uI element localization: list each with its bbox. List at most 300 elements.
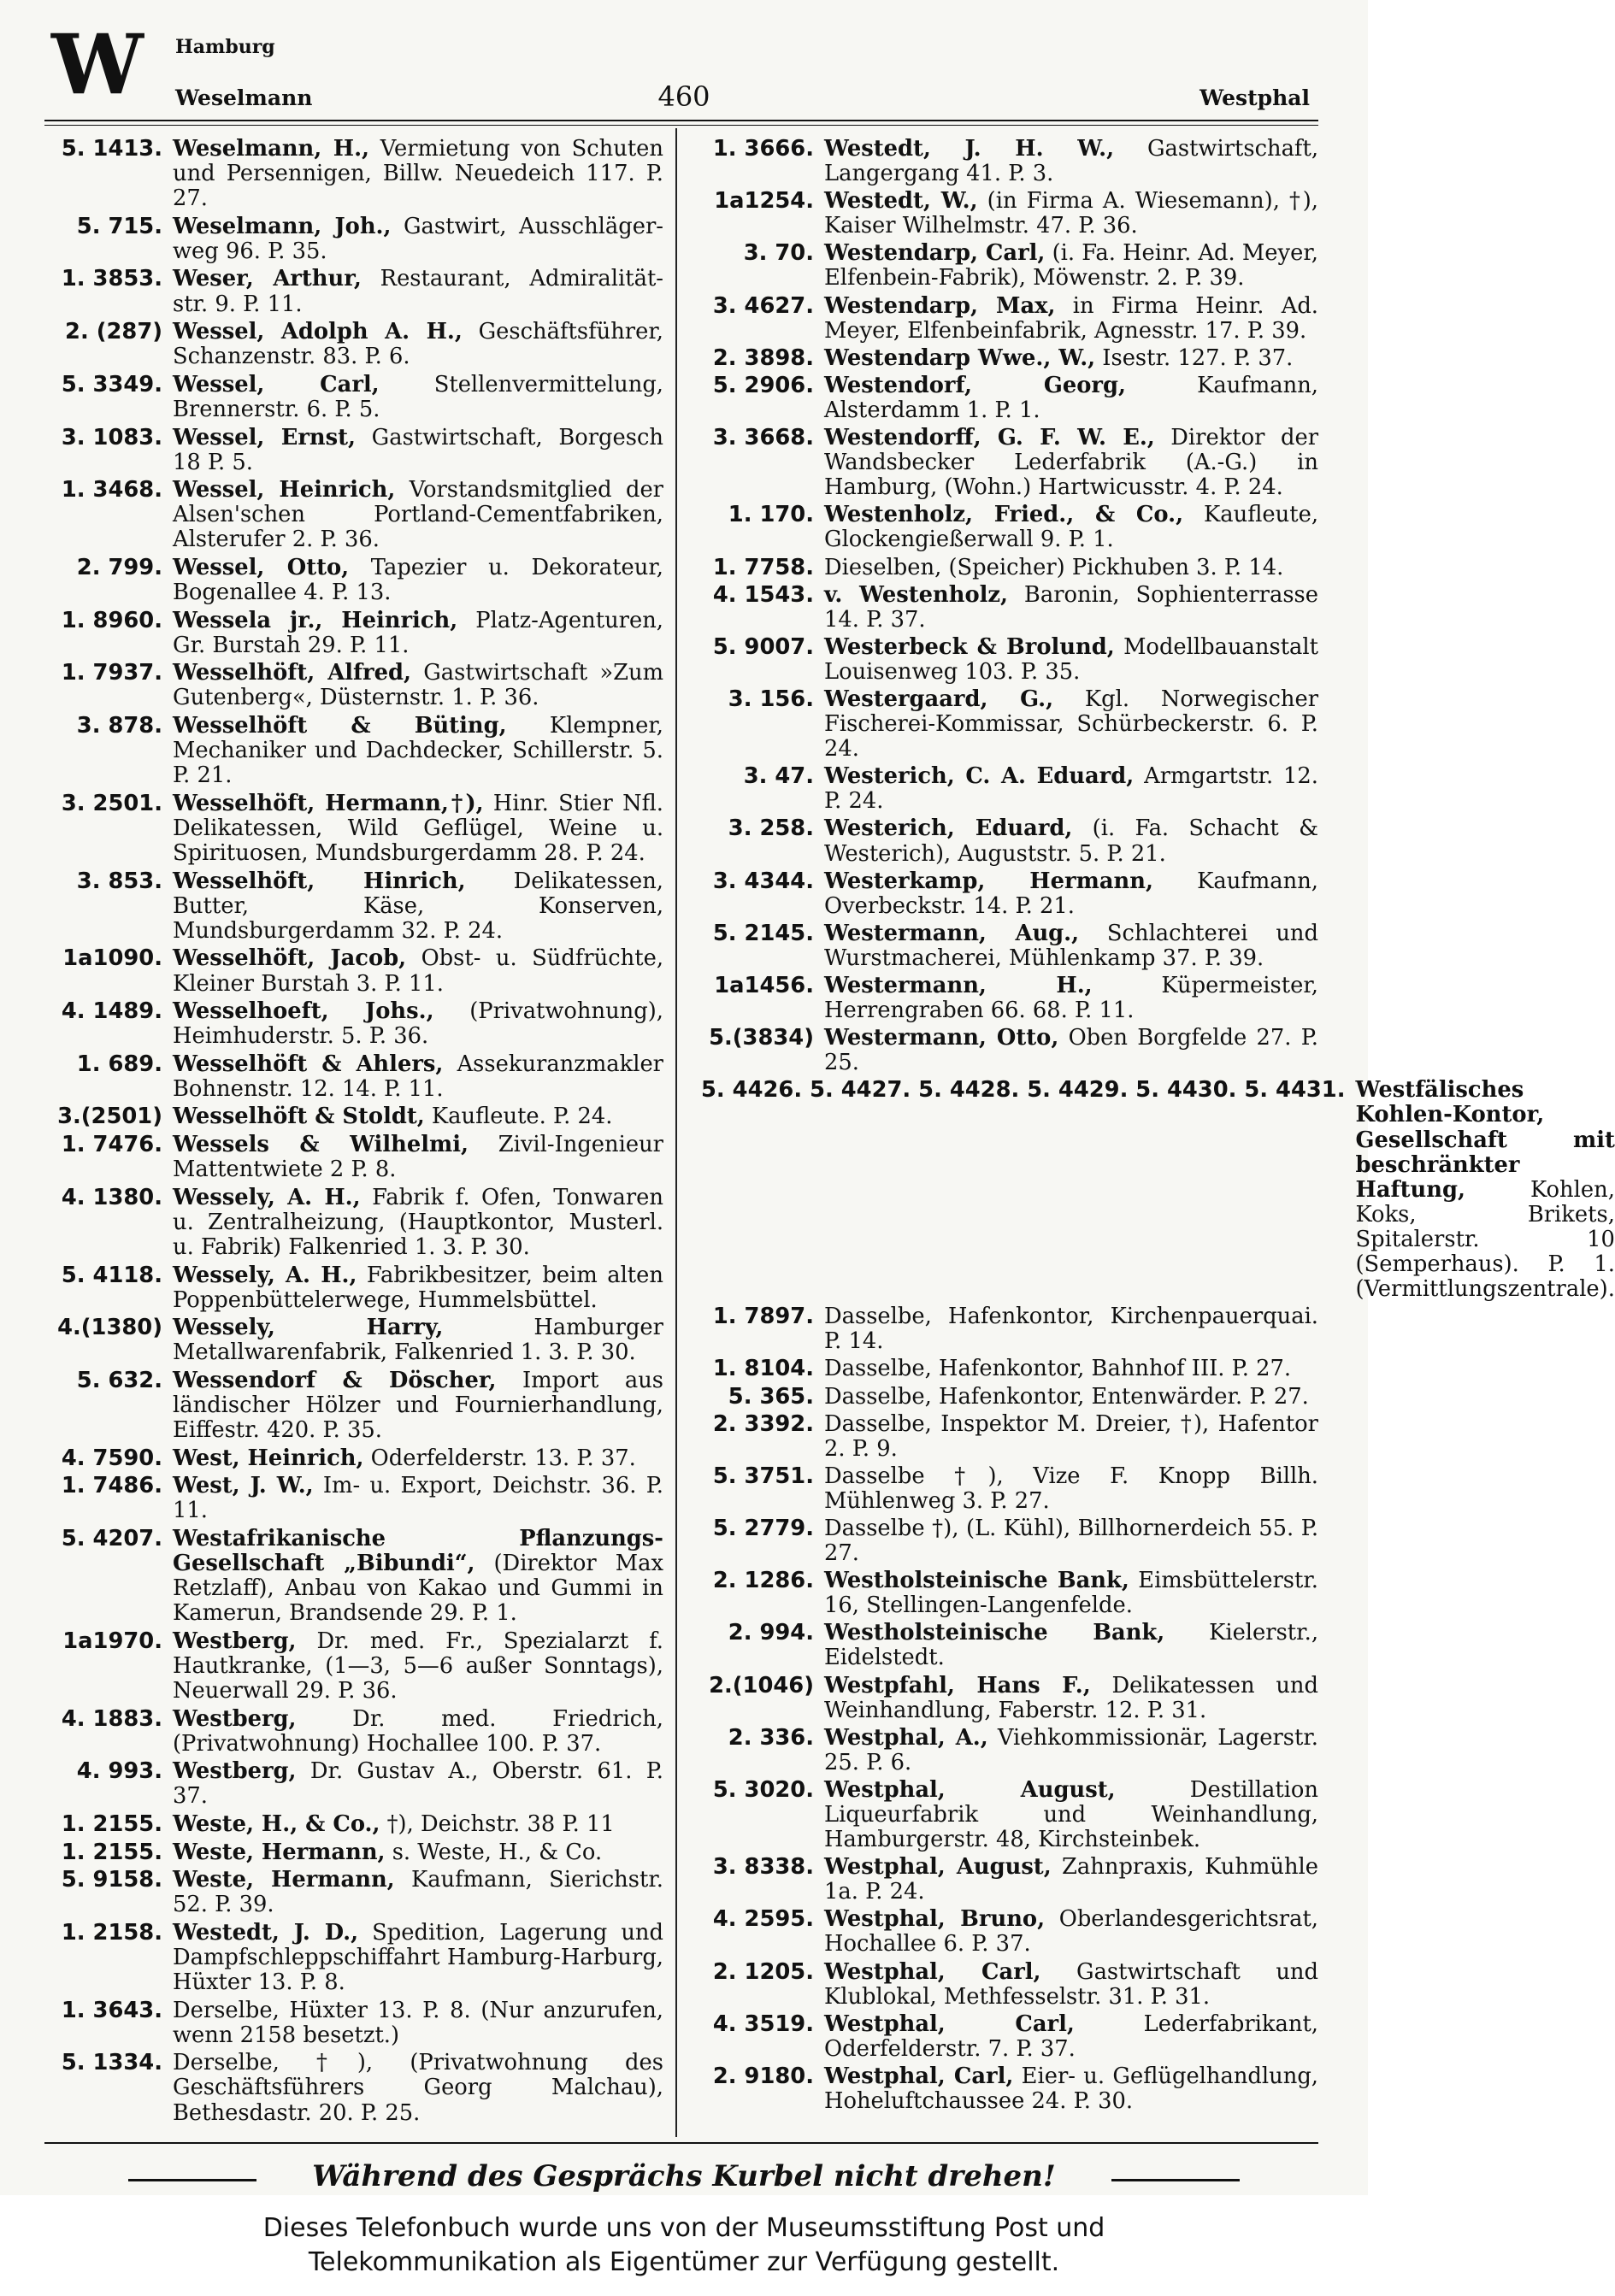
ownership-notice: [0, 2195, 1368, 2296]
entry-details: Dasselbe, Hafenkontor, Entenwärder. P. 27.: [824, 1383, 1309, 1410]
entry-details: Direktor der Wandsbecker Lederfabrik (A.-G.) in Hamburg, (Wohn.) Hartwicusstr. 4. P. 24.: [824, 425, 1318, 501]
directory-entry: [701, 294, 1318, 344]
directory-entry: [44, 1369, 663, 1443]
subscriber-name: Weser, Arthur,: [173, 266, 362, 292]
entry-body: [824, 764, 1318, 814]
subscriber-name: Wessely, A. H.,: [173, 1184, 361, 1210]
phone-number: 1a1254.: [714, 188, 814, 215]
entry-body: [824, 503, 1318, 552]
subscriber-name: v. Westenholz,: [824, 581, 1008, 608]
entry-details: Küpermeister, Herrengraben 66. 68. P. 11.: [824, 973, 1318, 1024]
entry-body: [173, 1759, 663, 1809]
phone-number: 2. 1205.: [712, 1958, 814, 1985]
entry-body: [824, 1026, 1318, 1075]
phone-number: 3. 258.: [728, 815, 814, 842]
phone-number: 5. 715.: [76, 213, 162, 239]
subscriber-name: Westermann, Otto,: [824, 1025, 1059, 1051]
directory-entry: [44, 478, 663, 552]
entry-body: [173, 1133, 663, 1182]
entry-body: [824, 1357, 1318, 1381]
header-rule-thin: [44, 125, 1318, 126]
entry-body: [173, 1840, 663, 1865]
directory-entry: [44, 137, 663, 211]
entry-details: Gastwirtschaft, Langergang 41. P. 3.: [824, 136, 1318, 187]
entry-details: in Firma Heinr. Ad. Meyer, Elfenbeinfabrik, Agnesstr. 17. P. 39.: [824, 292, 1318, 344]
phone-number: 1. 3666.: [712, 136, 814, 162]
directory-entry: [701, 2064, 1318, 2114]
phone-number: 3. 8338.: [712, 1854, 814, 1881]
phone-number: 4.(1380): [57, 1315, 162, 1341]
subscriber-name: Wessela jr., Heinrich,: [173, 607, 458, 633]
phone-number: 4. 1883.: [61, 1705, 162, 1732]
directory-entry: [44, 215, 663, 264]
notice-line-1: Dieses Telefonbuch wurde uns von der Museumsstiftung Post und: [262, 2213, 1105, 2243]
entry-details: (i. Fa. Schacht & Westerich), Auguststr. 5. P. 21.: [824, 815, 1318, 867]
subscriber-name: Westerkamp, Hermann,: [824, 868, 1153, 894]
directory-entry: [701, 1357, 1318, 1381]
directory-entry: [701, 2012, 1318, 2062]
phone-number: 5. 9158.: [61, 1867, 162, 1893]
phone-number: 1. 7476.: [61, 1132, 162, 1158]
entry-body: [173, 792, 663, 866]
directory-entry: [701, 687, 1318, 762]
phone-number: 3. 853.: [76, 868, 162, 894]
phone-number: 2. 336.: [728, 1724, 814, 1751]
entry-details: Delikatessen, Butter, Käse, Konserven, Mundsburgerdamm 32. P. 24.: [173, 868, 663, 944]
entry-body: [173, 373, 663, 422]
directory-entry: [701, 137, 1318, 186]
entry-body: [824, 1621, 1318, 1670]
phone-number: 1a1970.: [62, 1628, 162, 1654]
entry-details: Oderfelderstr. 13. P. 37.: [363, 1445, 636, 1471]
entry-body: [173, 609, 663, 658]
entry-body: [824, 346, 1318, 371]
running-head-left: Weselmann: [175, 85, 313, 110]
entry-details: Fabrikbesitzer, beim alten Poppenbüttelerwege, Hummelsbüttel.: [173, 1262, 663, 1313]
directory-entry: [44, 1707, 663, 1757]
subscriber-name: Westermann, Aug.,: [824, 920, 1080, 946]
directory-entry: [44, 1629, 663, 1704]
entry-details: (i. Fa. Heinr. Ad. Meyer, Elfenbein-Fabrik), Möwenstr. 2. P. 39.: [824, 240, 1318, 291]
entry-details: Dr. med. Fr., Spezialarzt f. Hautkranke, (1—3, 5—6 außer Sonntags), Neuerwall 29. P. 36.: [173, 1628, 663, 1704]
phone-number: 2.(1046): [709, 1672, 814, 1698]
entry-details: Dr. med. Friedrich, (Privatwohnung) Hochallee 100. P. 37.: [173, 1705, 663, 1757]
entry-body: [824, 1304, 1318, 1354]
phone-number: 1. 8960.: [61, 607, 162, 633]
directory-entry: [44, 267, 663, 316]
notice-line-2: Telekommunikation als Eigentümer zur Verfügung gestellt.: [308, 2247, 1060, 2277]
directory-entry: [44, 556, 663, 605]
directory-entry: [44, 1999, 663, 2048]
subscriber-name: Wesselhoeft, Johs.,: [173, 998, 434, 1025]
section-letter: W: [51, 16, 140, 113]
subscriber-name: Westerbeck & Brolund,: [824, 633, 1115, 660]
entry-details: Kgl. Norwegischer Fischerei-Kommissar, Schürbeckerstr. 6. P. 24.: [824, 686, 1319, 762]
directory-entry: [701, 1569, 1318, 1618]
directory-entry: [44, 1527, 663, 1626]
entry-body: [173, 1921, 663, 1995]
subscriber-name: Weste, H., & Co.,: [173, 1811, 380, 1837]
subscriber-name: Westberg,: [173, 1705, 297, 1732]
entry-details: Eier- u. Geflügelhandlung, Hoheluftchaussee 24. P. 30.: [824, 2063, 1318, 2115]
entry-body: [824, 1855, 1318, 1905]
subscriber-name: Wessendorf & Döscher,: [173, 1367, 497, 1393]
subscriber-name: Westedt, J. H. W.,: [824, 136, 1115, 162]
entry-body: [824, 816, 1318, 866]
directory-entry: [701, 346, 1318, 371]
entry-details: Kielerstr., Eidelstedt.: [824, 1620, 1318, 1671]
entry-body: [824, 374, 1318, 423]
entry-details: Kaufleute. P. 24.: [424, 1104, 613, 1130]
entry-body: [173, 556, 663, 605]
entry-body: [173, 2051, 663, 2125]
entry-body: [173, 215, 663, 264]
phone-number: 1. 3853.: [61, 266, 162, 292]
entry-details: Im- u. Export, Deichstr. 36. P. 11.: [173, 1473, 663, 1524]
entry-body: [173, 1104, 663, 1129]
phone-number: 2. 3392.: [712, 1410, 814, 1437]
entry-details: Delikatessen und Weinhandlung, Faberstr. 12. P. 31.: [824, 1672, 1318, 1723]
subscriber-name: Westendarp Wwe., W.,: [824, 344, 1096, 371]
entry-details: (in Firma A. Wiesemann), †), Kaiser Wilhelmstr. 47. P. 36.: [824, 188, 1318, 239]
phone-number: 3.(2501): [57, 1104, 162, 1130]
entry-details: Baronin, Sophienterrasse 14. P. 37.: [824, 581, 1318, 633]
entry-details: Schlachterei und Wurstmacherei, Mühlenkamp 37. P. 39.: [824, 920, 1318, 971]
entry-body: [173, 661, 663, 710]
entry-body: [824, 1726, 1318, 1775]
phone-number: 5.(3834): [709, 1025, 814, 1051]
phone-number: 3. 47.: [743, 763, 814, 790]
phone-number: 4. 7590.: [61, 1445, 162, 1471]
entry-body: [173, 1812, 663, 1837]
subscriber-name: Wessels & Wilhelmi,: [173, 1132, 469, 1158]
entry-details: Vorstandsmitglied der Alsen'schen Portland-Cementfabriken, Alsterufer 2. P. 36.: [173, 477, 663, 553]
directory-entry: [44, 1921, 663, 1995]
directory-entry: [701, 556, 1318, 580]
subscriber-name: Weste, Hermann,: [173, 1839, 386, 1865]
subscriber-name: West, Heinrich,: [173, 1445, 364, 1471]
entry-body: [824, 687, 1318, 762]
directory-entry: [701, 374, 1318, 423]
entry-body: [824, 1569, 1318, 1618]
entry-body: [1356, 1078, 1615, 1302]
subscriber-name: Wessel, Adolph A. H.,: [173, 319, 463, 345]
entry-body: [824, 1960, 1318, 2010]
directory-entry: [44, 1052, 663, 1102]
entry-details: Tapezier u. Dekorateur, Bogenallee 4. P. 13.: [173, 555, 663, 606]
subscriber-name: Wessel, Ernst,: [173, 424, 357, 450]
entry-details: Restaurant, Admiralität-str. 9. P. 11.: [173, 266, 664, 317]
subscriber-name: Westergaard, G.,: [824, 686, 1054, 712]
entry-body: [173, 1369, 663, 1443]
directory-entry: [701, 921, 1318, 971]
phone-number: 1. 689.: [76, 1051, 162, 1077]
entry-body: [173, 1186, 663, 1260]
phone-number: 1. 7758.: [712, 554, 814, 580]
footer-rule: [44, 2142, 1318, 2144]
directory-entry: [44, 320, 663, 369]
entry-details: Obst- u. Südfrüchte, Kleiner Burstah 3. P. 11.: [173, 945, 664, 997]
directory-entry: [701, 1026, 1318, 1075]
phone-number: 4. 2595.: [712, 1906, 814, 1933]
phone-number: 4. 993.: [76, 1758, 162, 1785]
phone-number: 1. 3468.: [61, 477, 162, 503]
entry-body: [173, 1052, 663, 1102]
phone-number: 1. 7937.: [61, 660, 162, 686]
phone-number: 3. 2501.: [61, 790, 162, 816]
subscriber-name: Westholsteinische Bank,: [824, 1568, 1129, 1594]
running-head-right: Westphal: [1199, 85, 1310, 110]
motto-line-right: [1111, 2179, 1240, 2181]
subscriber-name: Westedt, J. D.,: [173, 1919, 359, 1946]
directory-entry: [701, 1778, 1318, 1852]
entry-details: s. Weste, H., & Co.: [385, 1839, 603, 1865]
phone-number: 4. 3519.: [712, 2010, 814, 2037]
phone-number: 4. 1489.: [61, 998, 162, 1025]
directory-entry: [701, 1412, 1318, 1462]
entry-details: Vermietung von Schuten und Persennigen, Billw. Neuedeich 117. P. 27.: [173, 136, 663, 212]
directory-entry: [44, 661, 663, 710]
directory-entry: [701, 583, 1318, 633]
entry-details: Stellenvermittelung, Brennerstr. 6. P. 5.: [173, 371, 663, 422]
entry-body: [173, 946, 663, 996]
subscriber-name: Westendarp, Carl,: [824, 240, 1046, 267]
entry-details: Eimsbüttelerstr. 16, Stellingen-Langenfelde.: [824, 1568, 1318, 1619]
entry-details: Dr. Gustav A., Oberstr. 61. P. 37.: [173, 1758, 663, 1810]
subscriber-name: Westphal, Carl,: [824, 2063, 1014, 2089]
subscriber-name: Westendorf, Georg,: [824, 372, 1126, 398]
entry-details: Derselbe, Hüxter 13. P. 8. (Nur anzurufen, wenn 2158 besetzt.): [173, 1997, 663, 2048]
entry-details: Kaufleute, Glockengießerwall 9. P. 1.: [824, 502, 1318, 553]
entry-details: Import aus ländischer Hölzer und Fournierhandlung, Eiffestr. 420. P. 35.: [173, 1367, 663, 1444]
directory-entry: [701, 869, 1318, 919]
directory-entry: [44, 1812, 663, 1837]
phone-number: 3. 878.: [76, 713, 162, 739]
directory-entry: [44, 1316, 663, 1365]
entry-details: Klempner, Mechaniker und Dachdecker, Schillerstr. 5. P. 21.: [173, 713, 663, 789]
entry-details: Oben Borgfelde 27. P. 25.: [824, 1025, 1318, 1076]
entry-body: [824, 189, 1318, 238]
entry-details: Platz-Agenturen, Gr. Burstah 29. P. 11.: [173, 607, 663, 658]
subscriber-name: Westerich, C. A. Eduard,: [824, 763, 1135, 790]
directory-entry: [701, 1726, 1318, 1775]
entry-details: Isestr. 127. P. 37.: [1095, 344, 1294, 371]
entry-body: [824, 1385, 1318, 1410]
directory-entry: [44, 1263, 663, 1313]
entry-body: [173, 1474, 663, 1523]
entry-details: Assekuranzmakler Bohnenstr. 12. 14. P. 11.: [173, 1051, 663, 1102]
entry-body: [173, 1527, 663, 1626]
directory-entry: [44, 1186, 663, 1260]
entry-body: [824, 1464, 1318, 1514]
entry-details: (Privatwohnung), Heimhuderstr. 5. P. 36.: [173, 998, 663, 1050]
subscriber-name: Westenholz, Fried., & Co.,: [824, 502, 1184, 528]
phone-number: 1. 7486.: [61, 1473, 162, 1499]
entry-body: [824, 556, 1318, 580]
subscriber-name: Westermann, H.,: [824, 973, 1093, 998]
entry-details: Kohlen, Koks, Brikets, Spitalerstr. 10 (Semperhaus). P. 1. (Vermittlungszentrale).: [1355, 1176, 1615, 1303]
subscriber-name: Wesselhöft & Büting,: [173, 713, 507, 739]
subscriber-name: Wesselhöft & Ahlers,: [173, 1051, 444, 1077]
subscriber-name: Wesselhöft, Alfred,: [173, 660, 411, 686]
phone-number: 1. 7897.: [712, 1304, 814, 1330]
entry-body: [173, 1868, 663, 1917]
directory-entry: [44, 1474, 663, 1523]
entry-details: Armgartstr. 12. P. 24.: [824, 763, 1318, 815]
subscriber-name: Wessel, Carl,: [173, 371, 380, 397]
phone-number: 2. 994.: [728, 1620, 814, 1646]
entry-body: [173, 478, 663, 552]
city-heading: Hamburg: [175, 36, 275, 58]
directory-entry: [44, 426, 663, 475]
subscriber-name: Westphal, August,: [824, 1854, 1052, 1881]
directory-entry: [44, 999, 663, 1049]
right-column: [701, 136, 1615, 2116]
phone-number: 5. 365.: [728, 1383, 814, 1410]
directory-entry: [701, 1304, 1318, 1354]
subscriber-name: Wessely, A. H.,: [173, 1262, 357, 1288]
entry-details: Kaufmann, Overbeckstr. 14. P. 21.: [824, 868, 1318, 919]
subscriber-name: Westendarp, Max,: [824, 292, 1056, 319]
subscriber-name: Weselmann, H.,: [173, 136, 369, 162]
directory-entry: [701, 1855, 1318, 1905]
directory-entry: [44, 373, 663, 422]
directory-entry: [44, 1759, 663, 1809]
entry-body: [824, 1516, 1318, 1566]
phone-number: 1. 2155.: [61, 1839, 162, 1865]
entry-details: (Direktor Max Retzlaff), Anbau von Kakao und Gummi in Kamerun, Brandsende 29. P. 1.: [173, 1551, 663, 1627]
entry-details: Gastwirtschaft und Klublokal, Methfesselstr. 31. P. 31.: [824, 1958, 1318, 2010]
entry-details: Dasselbe, Hafenkontor, Kirchenpauerquai. P. 14.: [824, 1304, 1318, 1355]
entry-details: Hamburger Metallwarenfabrik, Falkenried 1. 3. P. 30.: [173, 1315, 663, 1366]
subscriber-name: Weselmann, Joh.,: [173, 213, 392, 239]
entry-body: [173, 869, 663, 944]
subscriber-name: Wesselhöft, Hermann,†),: [173, 790, 484, 816]
page-number: 460: [657, 80, 710, 113]
entry-body: [173, 426, 663, 475]
subscriber-name: Westberg,: [173, 1628, 297, 1654]
phone-number: 3. 4344.: [712, 868, 814, 894]
subscriber-name: Westphal, Bruno,: [824, 1906, 1046, 1933]
entry-details: Derselbe, †), (Privatwohnung des Geschäftsführers Georg Malchau), Bethesdastr. 20. P. 25.: [173, 2050, 663, 2126]
directory-entry: [701, 1385, 1318, 1410]
entry-details: †), Deichstr. 38 P. 11: [380, 1811, 615, 1837]
directory-entry: [701, 1516, 1318, 1566]
phone-number: 4. 1380.: [61, 1184, 162, 1210]
directory-entry: [701, 1077, 1615, 1303]
subscriber-name: Weste, Hermann,: [173, 1867, 395, 1893]
directory-entry: [44, 1868, 663, 1917]
left-column: [44, 137, 663, 2128]
subscriber-name: Westendorff, G. F. W. E.,: [824, 425, 1155, 451]
directory-entry: [44, 946, 663, 996]
phone-number: 5. 2145.: [712, 920, 814, 946]
directory-entry: [701, 1960, 1318, 2010]
subscriber-name: Wessel, Heinrich,: [173, 477, 396, 503]
subscriber-name: Westholsteinische Bank,: [824, 1620, 1165, 1646]
entry-details: Destillation Liqueurfabrik und Weinhandlung, Hamburgerstr. 48, Kirchsteinbek.: [824, 1776, 1318, 1853]
entry-body: [173, 999, 663, 1049]
directory-entry: [44, 1446, 663, 1471]
entry-body: [824, 921, 1318, 971]
phone-number: 3. 1083.: [61, 424, 162, 450]
entry-body: [824, 294, 1318, 344]
entry-body: [824, 2064, 1318, 2114]
phone-number: 1a1456.: [714, 973, 814, 998]
phone-number: 1. 8104.: [712, 1356, 814, 1382]
directory-entry: [701, 1464, 1318, 1514]
subscriber-name: Westphal, Carl,: [824, 2010, 1075, 2037]
phone-number: 5. 3020.: [712, 1776, 814, 1803]
entry-body: [824, 1412, 1318, 1462]
entry-details: Geschäftsführer, Schanzenstr. 83. P. 6.: [173, 319, 663, 370]
phone-number: 5. 4426. 5. 4427. 5. 4428. 5. 4429. 5. 4430. 5. 4431.: [701, 1077, 1346, 1104]
phone-number: 4. 1543.: [712, 581, 814, 608]
entry-body: [824, 241, 1318, 291]
subscriber-name: Westpfahl, Hans F.,: [824, 1672, 1091, 1698]
directory-entry: [701, 1621, 1318, 1670]
entry-body: [173, 1707, 663, 1757]
phone-number: 5. 3349.: [61, 371, 162, 397]
subscriber-name: Wesselhöft, Hinrich,: [173, 868, 466, 894]
directory-entry: [701, 816, 1318, 866]
entry-body: [173, 1316, 663, 1365]
phone-number: 2. 1286.: [712, 1568, 814, 1594]
directory-entry: [701, 189, 1318, 238]
subscriber-name: Westedt, W.,: [824, 188, 978, 215]
subscriber-name: Westerich, Eduard,: [824, 815, 1073, 842]
phone-number: 5. 2906.: [712, 372, 814, 398]
directory-entry: [44, 714, 663, 788]
entry-body: [824, 869, 1318, 919]
phone-number: 3. 70.: [743, 240, 814, 267]
entry-details: Zivil-Ingenieur Mattentwiete 2 P. 8.: [173, 1132, 663, 1183]
entry-body: [173, 1999, 663, 2048]
phone-number: 2. 799.: [76, 555, 162, 580]
directory-entry: [44, 869, 663, 944]
directory-entry: [701, 974, 1318, 1023]
phone-number: 1a1090.: [62, 945, 162, 972]
phone-number: 1. 3643.: [61, 1997, 162, 2023]
phone-number: 5. 4207.: [61, 1525, 162, 1551]
entry-body: [173, 137, 663, 211]
subscriber-name: Wessel, Otto,: [173, 555, 350, 580]
entry-body: [173, 267, 663, 316]
phone-number: 5. 632.: [76, 1367, 162, 1393]
entry-details: Oberlandesgerichtsrat, Hochallee 6. P. 37.: [824, 1906, 1318, 1957]
directory-entry: [44, 609, 663, 658]
entry-body: [173, 1629, 663, 1704]
entry-details: Fabrik f. Ofen, Tonwaren u. Zentralheizung, (Hauptkontor, Musterl. u. Fabrik) Falkenried 1. 3. P. 30.: [173, 1184, 663, 1260]
phone-number: 3. 156.: [728, 686, 814, 712]
directory-entry: [44, 2051, 663, 2125]
entry-details: Viehkommissionär, Lagerstr. 25. P. 6.: [824, 1724, 1318, 1775]
subscriber-name: Westphal, A.,: [824, 1724, 988, 1751]
phone-number: 1. 2155.: [61, 1811, 162, 1837]
subscriber-name: Westfälisches Kohlen-Kontor, Gesellschaft mit beschränkter Haftung,: [1355, 1077, 1615, 1203]
entry-details: Dasselbe, Inspektor M. Dreier, †), Hafentor 2. P. 9.: [824, 1410, 1318, 1462]
entry-details: Dieselben, (Speicher) Pickhuben 3. P. 14.: [824, 554, 1284, 580]
entry-body: [824, 1778, 1318, 1852]
entry-body: [173, 1263, 663, 1313]
phone-number: 3. 3668.: [712, 425, 814, 451]
subscriber-name: Westphal, August,: [824, 1776, 1116, 1803]
directory-entry: [701, 764, 1318, 814]
header-rule: [44, 120, 1318, 121]
phone-number: 5. 3751.: [712, 1463, 814, 1489]
phone-number: 5. 1413.: [61, 136, 162, 162]
subscriber-name: West, J. W.,: [173, 1473, 314, 1499]
